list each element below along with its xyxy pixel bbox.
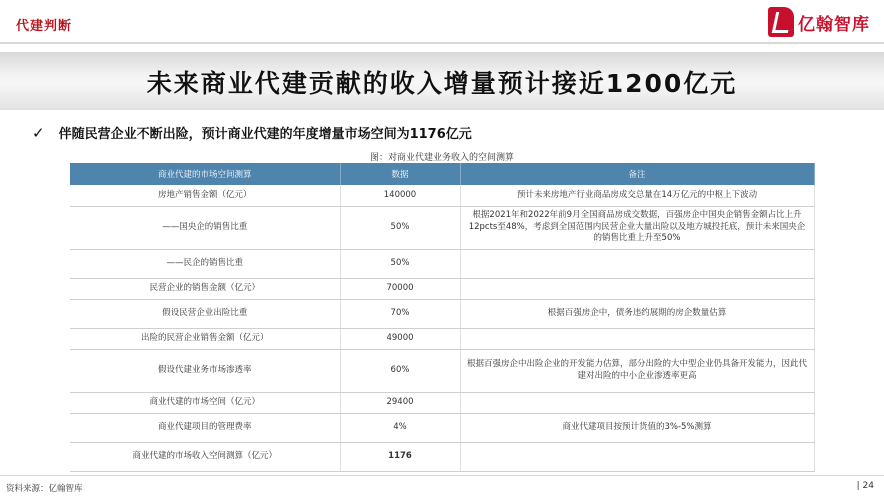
row-value: 60% bbox=[340, 349, 460, 392]
header-divider bbox=[0, 42, 884, 44]
section-label: 代建判断 bbox=[16, 19, 73, 34]
row-note: 预计未来房地产行业商品房成交总量在14万亿元的中枢上下波动 bbox=[460, 185, 814, 206]
row-note bbox=[460, 278, 814, 299]
row-value: 70% bbox=[340, 299, 460, 328]
row-note bbox=[460, 328, 814, 349]
brand-logo bbox=[768, 6, 870, 38]
brand-mark-icon bbox=[768, 7, 794, 37]
footer-divider bbox=[0, 475, 884, 476]
row-label: 商业代建的市场空间（亿元） bbox=[70, 392, 340, 413]
row-label: 房地产销售金额（亿元） bbox=[70, 185, 340, 206]
total-value: 1176 bbox=[340, 442, 460, 471]
row-note: 根据2021年和2022年前9月全国商品房成交数据，百强房企中国央企销售金额占比上升12pcts至48%，考虑到全国范围内民营企业大量出险以及地方城投托底，预计未来国央企的销售比重上升至50% bbox=[460, 206, 814, 249]
table-row bbox=[70, 413, 814, 442]
table-row bbox=[70, 249, 814, 278]
row-note bbox=[460, 249, 814, 278]
row-value: 50% bbox=[340, 249, 460, 278]
table-row-total bbox=[70, 442, 814, 471]
row-label: ——国央企的销售比重 bbox=[70, 206, 340, 249]
brand-name: 亿翰智库 bbox=[798, 14, 870, 35]
key-point-text: 伴随民营企业不断出险，预计商业代建的年度增量市场空间为1176亿元 bbox=[58, 127, 472, 142]
table-caption: 图：对商业代建业务收入的空间测算 bbox=[369, 153, 514, 163]
row-note: 商业代建项目按预计货值的3%-5%测算 bbox=[460, 413, 814, 442]
market-estimate-table bbox=[70, 163, 815, 472]
row-value: 50% bbox=[340, 206, 460, 249]
row-label: 商业代建的市场收入空间测算（亿元） bbox=[70, 442, 340, 471]
key-point bbox=[32, 123, 472, 142]
row-value: 140000 bbox=[340, 185, 460, 206]
row-label: 假设代建业务市场渗透率 bbox=[70, 349, 340, 392]
data-source: 资料来源：亿翰智库 bbox=[6, 484, 83, 494]
row-value: 70000 bbox=[340, 278, 460, 299]
row-note: 根据百强房企中出险企业的开发能力估算，部分出险的大中型企业仍具备开发能力，因此代建对出险的中小企业渗透率更高 bbox=[460, 349, 814, 392]
table-row bbox=[70, 328, 814, 349]
top-bar bbox=[0, 0, 884, 46]
table-row bbox=[70, 299, 814, 328]
table-row bbox=[70, 206, 814, 249]
column-header: 备注 bbox=[460, 163, 814, 185]
table-header-row bbox=[70, 163, 814, 185]
page-title: 未来商业代建贡献的收入增量预计接近1200亿元 bbox=[146, 69, 738, 98]
table-row bbox=[70, 185, 814, 206]
row-note bbox=[460, 442, 814, 471]
row-label: 民营企业的销售金额（亿元） bbox=[70, 278, 340, 299]
table-row bbox=[70, 278, 814, 299]
column-header: 商业代建的市场空间测算 bbox=[70, 163, 340, 185]
row-value: 4% bbox=[340, 413, 460, 442]
table-row bbox=[70, 349, 814, 392]
column-header: 数据 bbox=[340, 163, 460, 185]
row-label: 出险的民营企业销售金额（亿元） bbox=[70, 328, 340, 349]
row-label: 假设民营企业出险比重 bbox=[70, 299, 340, 328]
row-note: 根据百强房企中，债务违约展期的房企数量估算 bbox=[460, 299, 814, 328]
row-label: 商业代建项目的管理费率 bbox=[70, 413, 340, 442]
row-note bbox=[460, 392, 814, 413]
table-row bbox=[70, 392, 814, 413]
checkmark-icon: ✓ bbox=[32, 123, 45, 142]
row-value: 49000 bbox=[340, 328, 460, 349]
row-label: ——民企的销售比重 bbox=[70, 249, 340, 278]
row-value: 29400 bbox=[340, 392, 460, 413]
page-number: | 24 bbox=[856, 481, 874, 491]
